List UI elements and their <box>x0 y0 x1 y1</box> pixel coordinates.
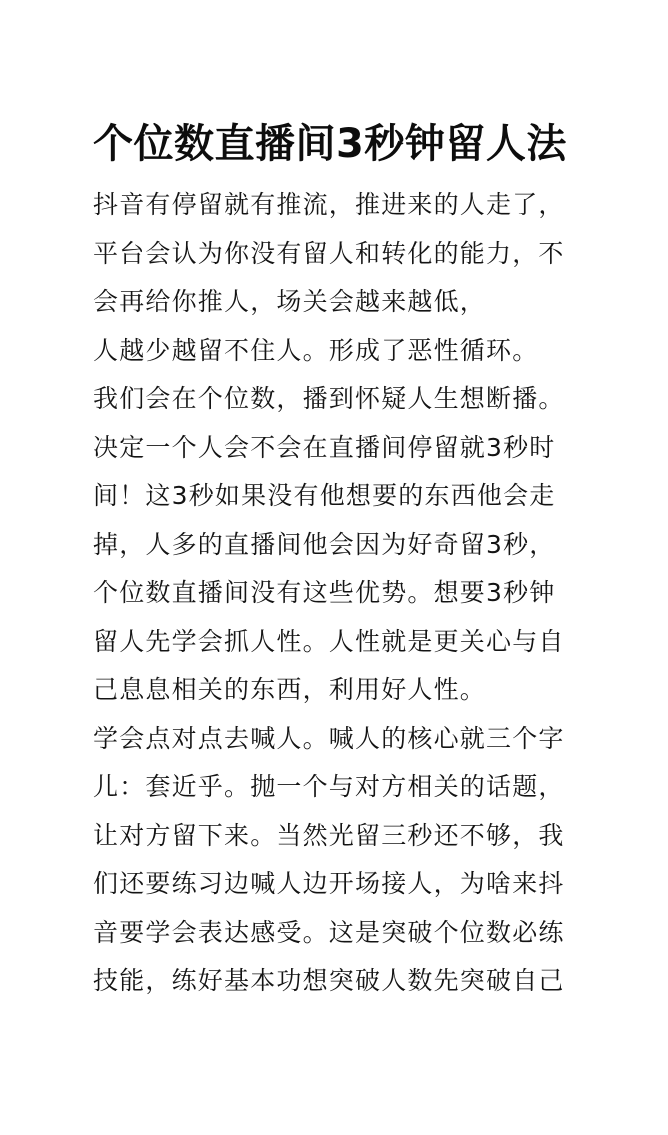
document-body <box>93 181 653 1006</box>
body-line: 人越少越留不住人。形成了恶性循环。 <box>93 335 539 365</box>
body-line: 让对方留下来。当然光留三秒还不够，我 <box>93 820 565 850</box>
body-line: 己息息相关的东西，利用好人性。 <box>93 675 487 704</box>
body-line: 间！这3秒如果没有他想要的东西他会走 <box>93 481 556 510</box>
body-line: 技能，练好基本功想突破人数先突破自己 <box>93 966 565 995</box>
body-line: 个位数直播间没有这些优势。想要3秒钟 <box>93 578 556 607</box>
body-line: 们还要练习边喊人边开场接人，为啥来抖 <box>93 869 565 898</box>
body-line: 掉，人多的直播间他会因为好奇留3秒， <box>93 529 556 559</box>
document-title: 个位数直播间3秒钟留人法 <box>93 121 567 167</box>
body-line: 我们会在个位数，播到怀疑人生想断播。 <box>93 384 565 413</box>
body-line: 儿：套近乎。抛一个与对方相关的话题， <box>93 772 565 801</box>
body-line: 留人先学会抓人性。人性就是更关心与自 <box>93 626 565 656</box>
body-line: 音要学会表达感受。这是突破个位数必练 <box>93 917 565 947</box>
body-line: 抖音有停留就有推流，推进来的人走了， <box>93 190 565 219</box>
body-line: 学会点对点去喊人。喊人的核心就三个字 <box>93 723 565 753</box>
body-line: 会再给你推人，场关会越来越低， <box>93 287 487 316</box>
body-line: 平台会认为你没有留人和转化的能力，不 <box>93 238 565 268</box>
body-line: 决定一个人会不会在直播间停留就3秒时 <box>93 432 556 462</box>
